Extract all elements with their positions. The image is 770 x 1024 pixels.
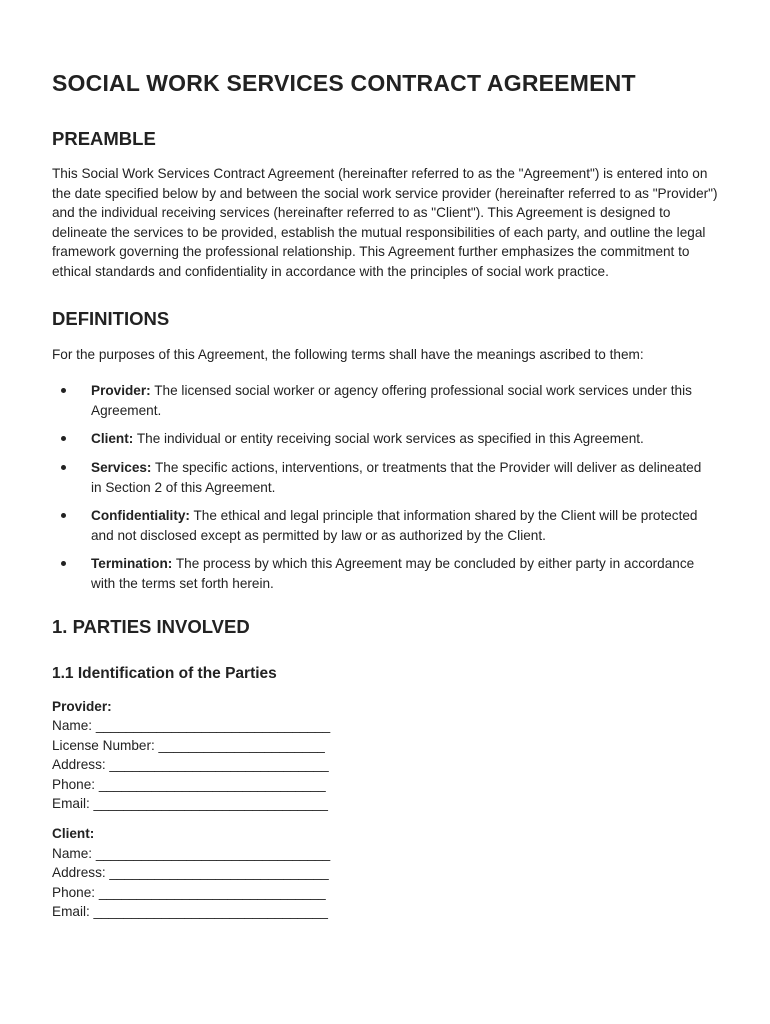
definition-term: Confidentiality: xyxy=(91,508,190,524)
provider-address-field[interactable]: Address: _____________________________ xyxy=(52,757,329,773)
client-name-field[interactable]: Name: _______________________________ xyxy=(52,845,331,861)
provider-license-field[interactable]: License Number: ______________________ xyxy=(52,737,325,753)
bullet-icon xyxy=(61,513,66,518)
definition-term: Client: xyxy=(91,431,134,447)
client-phone-field[interactable]: Phone: ______________________________ xyxy=(52,884,326,900)
definition-term: Provider: xyxy=(91,383,151,399)
preamble-heading: PREAMBLE xyxy=(52,128,156,149)
definition-term: Services: xyxy=(91,459,152,475)
definition-item-confidentiality xyxy=(52,506,724,545)
bullet-icon xyxy=(61,436,66,441)
client-email-field[interactable]: Email: _______________________________ xyxy=(52,904,328,920)
definition-item-client xyxy=(52,429,724,449)
definitions-intro: For the purposes of this Agreement, the following terms shall have the meanings ascribed to them: xyxy=(52,346,644,362)
provider-email-field[interactable]: Email: _______________________________ xyxy=(52,796,328,812)
bullet-icon xyxy=(61,465,66,470)
preamble-text: This Social Work Services Contract Agreement (hereinafter referred to as the "Agreement") is entered into on the date specified below by and between the social work service provider (hereinafter referred to as "Provider") and the individual receiving services (hereinafter referred to as "Client"). This Agreement is designed to delineate the services to be provided, establish the mutual responsibilities of each party, and outline the legal framework governing the professional relationship. This Agreement further emphasizes the commitment to ethical standards and confidentiality in accordance with the principles of social work practice. xyxy=(52,166,718,279)
definition-text: The process by which this Agreement may be concluded by either party in accordance with the terms set forth herein. xyxy=(91,556,695,591)
provider-phone-field[interactable]: Phone: ______________________________ xyxy=(52,776,326,792)
definition-text: The licensed social worker or agency offering professional social work services under this Agreement. xyxy=(91,383,692,418)
parties-heading: 1. PARTIES INVOLVED xyxy=(52,615,250,637)
definitions-list xyxy=(52,381,724,593)
definition-term: Termination: xyxy=(91,556,173,572)
client-block xyxy=(52,824,724,922)
bullet-icon xyxy=(61,561,66,566)
client-label: Client: xyxy=(52,826,95,842)
definition-text: The specific actions, interventions, or treatments that the Provider will deliver as delineated in Section 2 of this Agreement. xyxy=(91,459,702,495)
identification-subheading: 1.1 Identification of the Parties xyxy=(52,664,277,682)
definition-text: The individual or entity receiving social work services as specified in this Agreement. xyxy=(133,431,644,447)
provider-block xyxy=(52,697,724,815)
definitions-heading: DEFINITIONS xyxy=(52,307,170,329)
bullet-icon xyxy=(61,388,66,393)
provider-label: Provider: xyxy=(52,698,112,714)
definition-text: The ethical and legal principle that information shared by the Client will be protected and not disclosed except as permitted by law or as authorized by the Client. xyxy=(91,508,698,543)
document-title: SOCIAL WORK SERVICES CONTRACT AGREEMENT xyxy=(52,70,636,96)
definition-item-provider xyxy=(52,381,724,420)
definition-item-services xyxy=(52,458,724,497)
client-address-field[interactable]: Address: _____________________________ xyxy=(52,865,329,881)
provider-name-field[interactable]: Name: _______________________________ xyxy=(52,718,331,734)
definition-item-termination xyxy=(52,554,724,593)
